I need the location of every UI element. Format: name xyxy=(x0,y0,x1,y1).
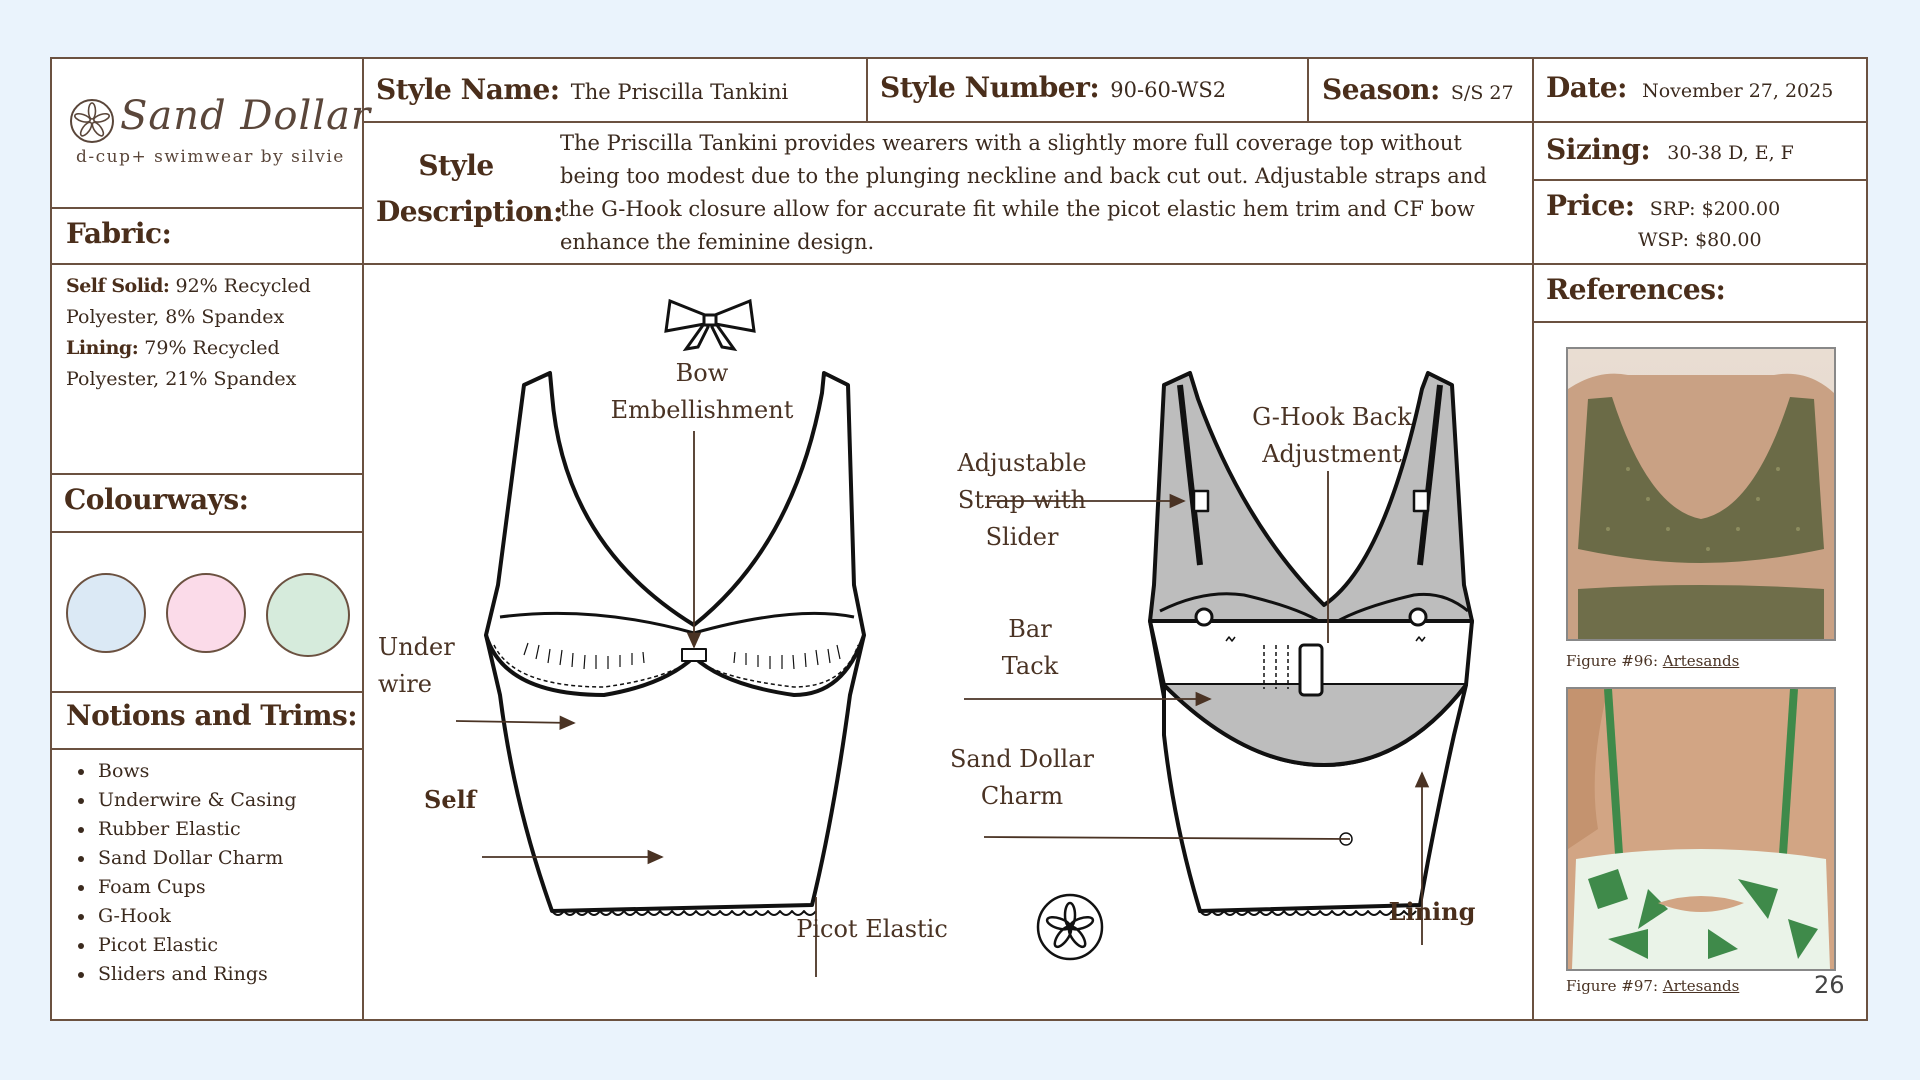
divider xyxy=(52,207,364,209)
notions-title: Notions and Trims: xyxy=(66,699,358,732)
sizing-label: Sizing: xyxy=(1546,133,1651,166)
artesands-link[interactable]: Artesands xyxy=(1662,652,1740,670)
divider xyxy=(52,473,364,475)
price-label: Price: xyxy=(1546,189,1635,222)
fabric-details xyxy=(66,271,346,395)
style-description-label xyxy=(376,143,563,235)
notions-list xyxy=(64,757,354,989)
figure-97-caption xyxy=(1566,977,1739,995)
style-description-label-line: Description: xyxy=(376,195,563,228)
list-item: • Picot Elastic xyxy=(96,931,354,960)
callout-text: Tack xyxy=(1001,652,1059,680)
season-value: S/S 27 xyxy=(1450,82,1514,104)
divider xyxy=(52,263,364,265)
callout-text: Bow xyxy=(675,359,729,387)
list-item: • Sliders and Rings xyxy=(96,960,354,989)
lining-fabric-value: 79% Recycled Polyester, 21% Spandex xyxy=(66,337,297,390)
list-item: • Bows xyxy=(96,757,354,786)
divider xyxy=(52,691,364,693)
divider xyxy=(866,59,868,121)
divider xyxy=(1307,59,1309,121)
season-label: Season: xyxy=(1322,73,1440,106)
sand-dollar-icon xyxy=(68,97,116,145)
fabric-title: Fabric: xyxy=(66,217,172,250)
divider xyxy=(362,121,1534,123)
callout-text: Under xyxy=(378,633,455,661)
style-description: The Priscilla Tankini provides wearers with a slightly more full coverage top without being too modest due to the plunging neckline and back cut out. Adjustable straps and the G-Hook closure allow for accurate fit while the picot elastic hem trim and CF bow enhance the feminine design. xyxy=(560,131,1487,254)
divider xyxy=(1532,179,1868,181)
lining-callout-label: Lining xyxy=(1388,897,1476,926)
divider xyxy=(52,531,364,533)
callout-text: Charm xyxy=(980,782,1064,810)
callout-text: Embellishment xyxy=(610,396,794,424)
bow-callout-label xyxy=(582,355,822,429)
srp-value: SRP: $200.00 xyxy=(1649,198,1781,220)
brand-name: Sand Dollar xyxy=(120,93,372,139)
style-number-label: Style Number: xyxy=(880,71,1100,104)
list-item: • Rubber Elastic xyxy=(96,815,354,844)
front-view-sketch xyxy=(486,373,864,915)
style-name-label: Style Name: xyxy=(376,73,560,106)
callout-text: Sand Dollar xyxy=(949,745,1095,773)
wsp-value: WSP: $80.00 xyxy=(1638,229,1762,251)
list-item: • G-Hook xyxy=(96,902,354,931)
style-number-value: 90-60-WS2 xyxy=(1110,78,1227,102)
colourway-swatch-green xyxy=(266,573,350,657)
reference-image-front xyxy=(1566,347,1836,641)
date-value: November 27, 2025 xyxy=(1642,80,1834,102)
bartack-callout-label xyxy=(970,611,1090,685)
list-item: • Underwire & Casing xyxy=(96,786,354,815)
lining-fabric-label: Lining: xyxy=(66,337,139,359)
references-title: References: xyxy=(1546,273,1726,306)
callout-text: Adjustable xyxy=(957,449,1087,477)
callout-text: Slider xyxy=(985,523,1059,551)
season-field xyxy=(1322,73,1514,106)
caption-text: Figure #97: xyxy=(1566,977,1663,995)
picot-callout-label: Picot Elastic xyxy=(796,915,948,943)
self-fabric-label: Self Solid: xyxy=(66,275,170,297)
colourways-title: Colourways: xyxy=(64,483,249,516)
tech-pack-sheet xyxy=(50,57,1868,1021)
sand-dollar-icon xyxy=(1038,895,1102,959)
callout-text: Adjustment xyxy=(1262,440,1402,468)
date-label: Date: xyxy=(1546,71,1628,104)
divider xyxy=(1532,321,1868,323)
sizing-value: 30-38 D, E, F xyxy=(1667,142,1794,164)
flat-sketch-area xyxy=(364,265,1532,1021)
caption-text: Figure #96: xyxy=(1566,652,1663,670)
reference-photo-front xyxy=(1568,349,1834,639)
callout-text: wire xyxy=(378,670,432,698)
style-description-label-line: Style xyxy=(418,149,494,182)
divider xyxy=(1532,59,1534,1019)
style-name-value: The Priscilla Tankini xyxy=(570,80,789,104)
self-callout-label: Self xyxy=(424,785,477,814)
divider xyxy=(1532,121,1868,123)
charm-callout-label xyxy=(922,741,1122,815)
callout-text: G-Hook Back xyxy=(1252,403,1412,431)
callout-text: Bar xyxy=(1008,615,1052,643)
list-item: • Foam Cups xyxy=(96,873,354,902)
reference-image-back xyxy=(1566,687,1836,971)
page-number: 26 xyxy=(1814,971,1845,999)
brand-tagline: d-cup+ swimwear by silvie xyxy=(76,147,345,167)
date-field xyxy=(1546,71,1833,104)
underwire-callout-label xyxy=(378,629,508,703)
callout-text: Strap with xyxy=(957,486,1087,514)
divider xyxy=(52,748,364,750)
colourway-swatch-pink xyxy=(166,573,246,653)
ghook-callout-label xyxy=(1212,399,1452,473)
colourway-swatch-blue xyxy=(66,573,146,653)
price-field xyxy=(1546,189,1780,222)
self-fabric-value: 92% Recycled Polyester, 8% Spandex xyxy=(66,275,311,328)
strap-callout-label xyxy=(932,445,1112,556)
style-number-field xyxy=(880,71,1226,104)
figure-96-caption xyxy=(1566,652,1739,670)
reference-photo-back xyxy=(1568,689,1834,969)
style-name-field xyxy=(376,73,788,106)
list-item: • Sand Dollar Charm xyxy=(96,844,354,873)
sizing-field xyxy=(1546,133,1794,166)
divider xyxy=(1532,263,1868,265)
bow-icon xyxy=(666,301,754,349)
artesands-link[interactable]: Artesands xyxy=(1662,977,1740,995)
